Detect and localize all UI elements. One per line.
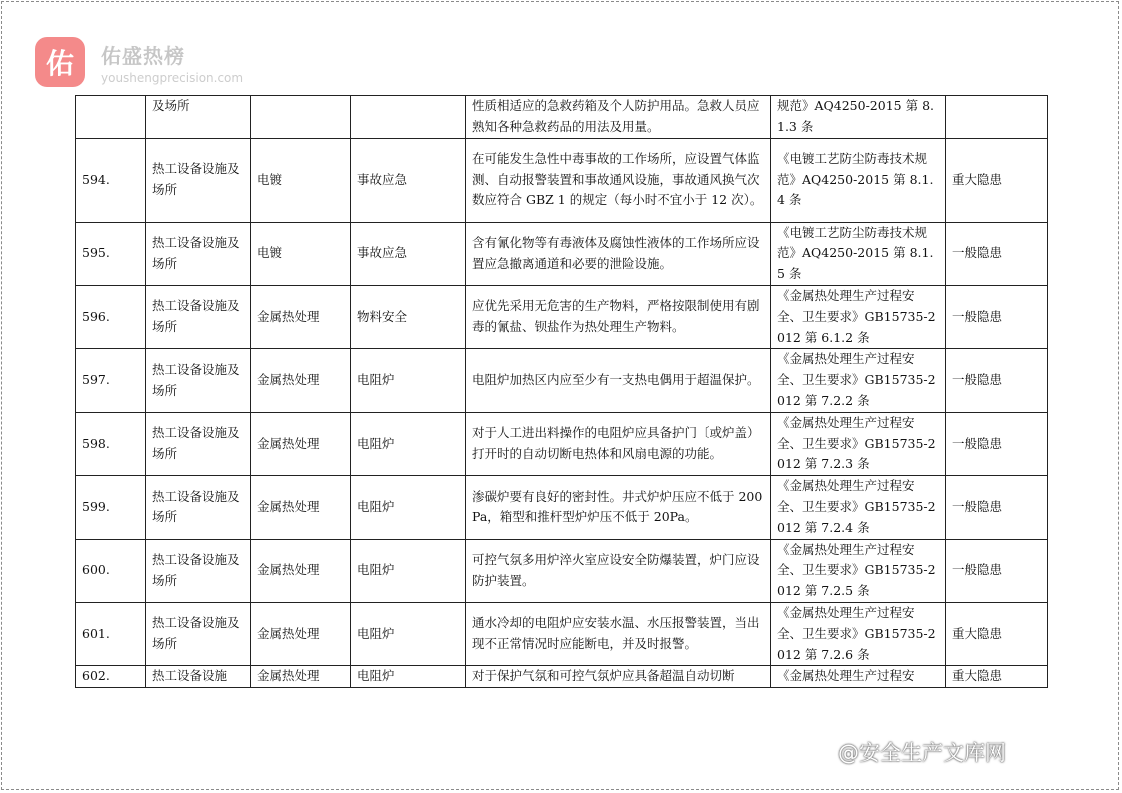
table-row bbox=[76, 602, 1048, 665]
cell-content: 可控气氛多用炉淬火室应设安全防爆装置，炉门应设防护装置。 bbox=[466, 539, 771, 602]
cell-category: 热工设备设施及场所 bbox=[146, 222, 251, 285]
brand-logo: 佑 bbox=[35, 37, 85, 87]
brand-name: 佑盛热榜 bbox=[101, 44, 185, 68]
cell-level: 一般隐患 bbox=[946, 476, 1048, 539]
cell-sub: 金属热处理 bbox=[251, 349, 351, 412]
cell-level: 一般隐患 bbox=[946, 222, 1048, 285]
cell-category: 热工设备设施 bbox=[146, 666, 251, 688]
cell-no: 601. bbox=[76, 602, 146, 665]
cell-item: 电阻炉 bbox=[351, 476, 466, 539]
cell-no: 595. bbox=[76, 222, 146, 285]
cell-item: 物料安全 bbox=[351, 285, 466, 348]
cell-basis: 《金属热处理生产过程安 bbox=[771, 666, 946, 688]
cell-item: 电阻炉 bbox=[351, 602, 466, 665]
cell-sub: 金属热处理 bbox=[251, 666, 351, 688]
cell-category: 热工设备设施及场所 bbox=[146, 349, 251, 412]
cell-no: 596. bbox=[76, 285, 146, 348]
cell-content: 含有氰化物等有毒液体及腐蚀性液体的工作场所应设置应急撤离通道和必要的泄险设施。 bbox=[466, 222, 771, 285]
cell-category: 及场所 bbox=[146, 96, 251, 139]
table-row bbox=[76, 222, 1048, 285]
hazard-table bbox=[75, 95, 1048, 688]
cell-content: 应优先采用无危害的生产物料，严格按限制使用有剧毒的氰盐、钡盐作为热处理生产物料。 bbox=[466, 285, 771, 348]
brand-header bbox=[35, 37, 295, 87]
cell-level: 一般隐患 bbox=[946, 412, 1048, 475]
table-row bbox=[76, 666, 1048, 688]
cell-no: 600. bbox=[76, 539, 146, 602]
cell-content: 在可能发生急性中毒事故的工作场所，应设置气体监测、自动报警装置和事故通风设施，事故通风换气次数应符合 GBZ 1 的规定（每小时不宜小于 12 次）。 bbox=[466, 138, 771, 222]
cell-item: 事故应急 bbox=[351, 222, 466, 285]
cell-sub: 电镀 bbox=[251, 222, 351, 285]
cell-content: 通水冷却的电阻炉应安装水温、水压报警装置，当出现不正常情况时应能断电，并及时报警。 bbox=[466, 602, 771, 665]
cell-level: 一般隐患 bbox=[946, 539, 1048, 602]
table-row bbox=[76, 539, 1048, 602]
table-row bbox=[76, 96, 1048, 139]
cell-basis: 《电镀工艺防尘防毒技术规范》AQ4250-2015 第 8.1.5 条 bbox=[771, 222, 946, 285]
cell-sub: 金属热处理 bbox=[251, 602, 351, 665]
cell-no: 599. bbox=[76, 476, 146, 539]
cell-level: 一般隐患 bbox=[946, 349, 1048, 412]
cell-no: 597. bbox=[76, 349, 146, 412]
cell-sub: 金属热处理 bbox=[251, 539, 351, 602]
cell-sub: 电镀 bbox=[251, 138, 351, 222]
cell-category: 热工设备设施及场所 bbox=[146, 539, 251, 602]
source-watermark: @安全生产文库网 bbox=[838, 741, 1006, 765]
cell-level bbox=[946, 96, 1048, 139]
cell-basis: 《金属热处理生产过程安全、卫生要求》GB15735-2012 第 6.1.2 条 bbox=[771, 285, 946, 348]
cell-basis: 《电镀工艺防尘防毒技术规范》AQ4250-2015 第 8.1.4 条 bbox=[771, 138, 946, 222]
cell-sub: 金属热处理 bbox=[251, 285, 351, 348]
cell-item: 电阻炉 bbox=[351, 412, 466, 475]
cell-item: 电阻炉 bbox=[351, 349, 466, 412]
table-row bbox=[76, 412, 1048, 475]
cell-content: 渗碳炉要有良好的密封性。井式炉炉压应不低于 200Pa，箱型和推杆型炉炉压不低于 20Pa。 bbox=[466, 476, 771, 539]
cell-content: 对于人工进出料操作的电阻炉应具备护门〔或炉盖）打开时的自动切断电热体和风扇电源的功能。 bbox=[466, 412, 771, 475]
cell-content: 电阻炉加热区内应至少有一支热电偶用于超温保护。 bbox=[466, 349, 771, 412]
cell-sub: 金属热处理 bbox=[251, 476, 351, 539]
cell-item: 电阻炉 bbox=[351, 666, 466, 688]
cell-item: 事故应急 bbox=[351, 138, 466, 222]
cell-basis: 《金属热处理生产过程安全、卫生要求》GB15735-2012 第 7.2.6 条 bbox=[771, 602, 946, 665]
cell-level: 一般隐患 bbox=[946, 285, 1048, 348]
table-row bbox=[76, 138, 1048, 222]
brand-url: youshengprecision.com bbox=[101, 71, 244, 85]
cell-level: 重大隐患 bbox=[946, 666, 1048, 688]
cell-category: 热工设备设施及场所 bbox=[146, 476, 251, 539]
table-row bbox=[76, 476, 1048, 539]
cell-item bbox=[351, 96, 466, 139]
cell-item: 电阻炉 bbox=[351, 539, 466, 602]
table-row bbox=[76, 349, 1048, 412]
table-row bbox=[76, 285, 1048, 348]
cell-category: 热工设备设施及场所 bbox=[146, 412, 251, 475]
cell-basis: 《金属热处理生产过程安全、卫生要求》GB15735-2012 第 7.2.3 条 bbox=[771, 412, 946, 475]
cell-basis: 《金属热处理生产过程安全、卫生要求》GB15735-2012 第 7.2.2 条 bbox=[771, 349, 946, 412]
cell-basis: 规范》AQ4250-2015 第 8.1.3 条 bbox=[771, 96, 946, 139]
cell-basis: 《金属热处理生产过程安全、卫生要求》GB15735-2012 第 7.2.4 条 bbox=[771, 476, 946, 539]
cell-sub bbox=[251, 96, 351, 139]
cell-category: 热工设备设施及场所 bbox=[146, 285, 251, 348]
cell-no bbox=[76, 96, 146, 139]
cell-basis: 《金属热处理生产过程安全、卫生要求》GB15735-2012 第 7.2.5 条 bbox=[771, 539, 946, 602]
cell-no: 602. bbox=[76, 666, 146, 688]
cell-content: 对于保护气氛和可控气氛炉应具备超温自动切断 bbox=[466, 666, 771, 688]
cell-sub: 金属热处理 bbox=[251, 412, 351, 475]
cell-no: 594. bbox=[76, 138, 146, 222]
cell-no: 598. bbox=[76, 412, 146, 475]
cell-category: 热工设备设施及场所 bbox=[146, 138, 251, 222]
cell-category: 热工设备设施及场所 bbox=[146, 602, 251, 665]
cell-level: 重大隐患 bbox=[946, 602, 1048, 665]
cell-content: 性质相适应的急救药箱及个人防护用品。急救人员应熟知各种急救药品的用法及用量。 bbox=[466, 96, 771, 139]
cell-level: 重大隐患 bbox=[946, 138, 1048, 222]
